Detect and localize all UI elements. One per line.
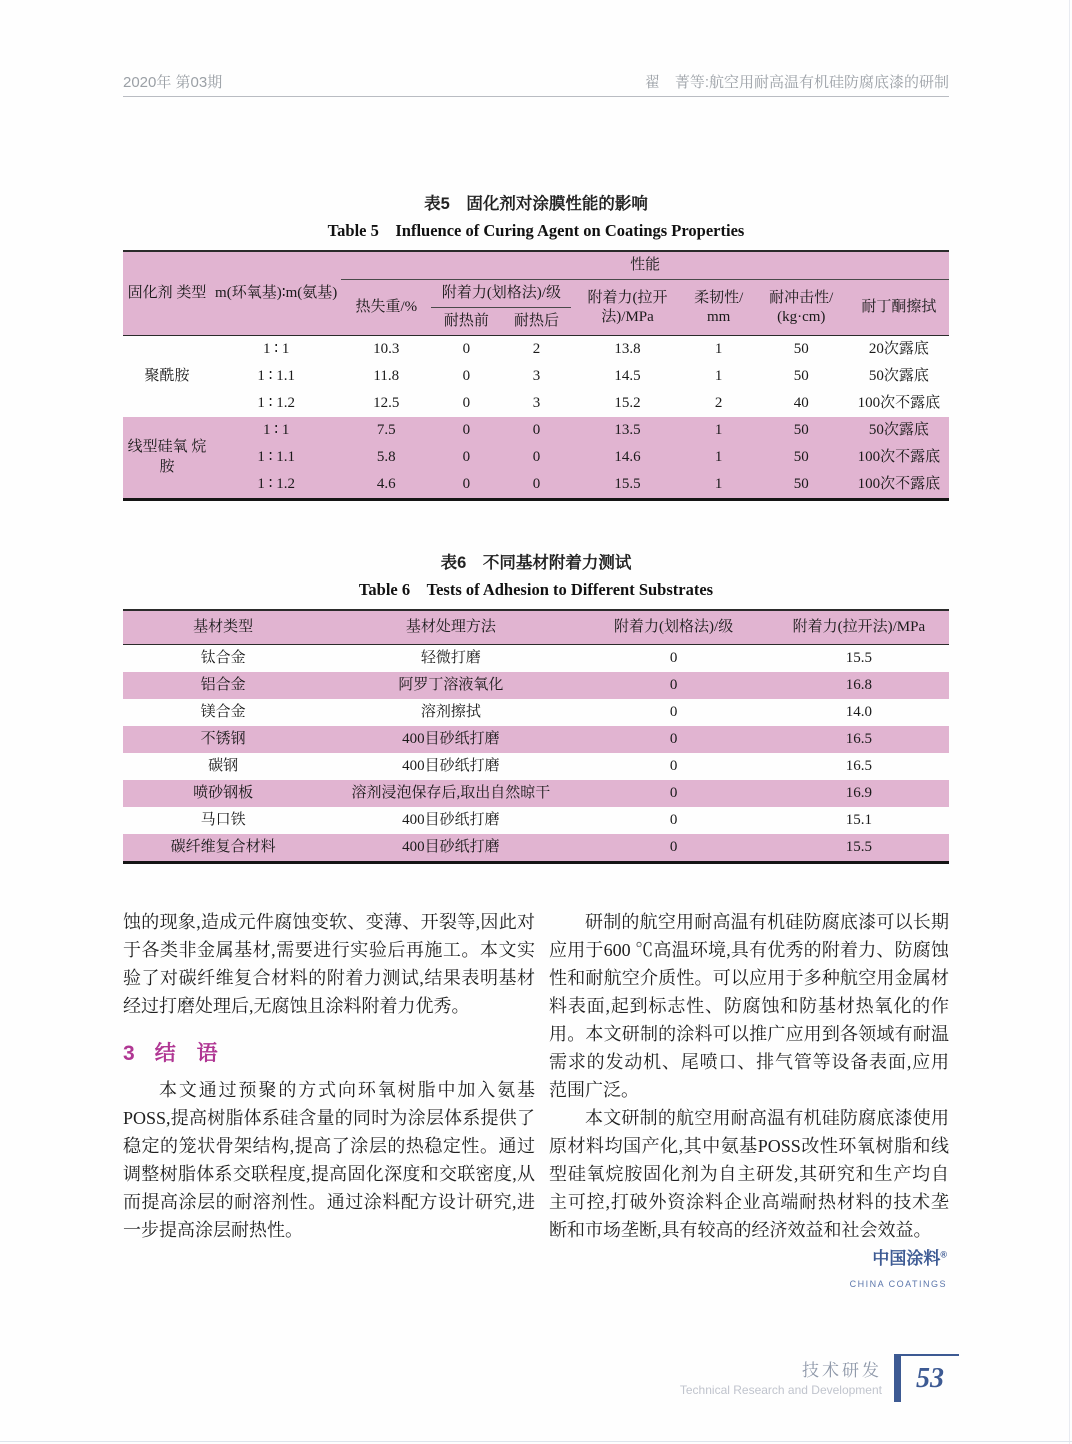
table-cell: 400目砂纸打磨 bbox=[402, 812, 500, 829]
table-cell: 14.5 bbox=[614, 368, 641, 385]
table-cell: 1 ∶ 1.2 bbox=[211, 471, 341, 500]
table-cell: 50 bbox=[754, 471, 849, 500]
column-header: 附着力(拉开法)/MPa bbox=[769, 610, 949, 645]
table-cell: 20次露底 bbox=[868, 341, 929, 358]
table-cell: 碳钢 bbox=[208, 758, 239, 775]
table-cell: 轻微打磨 bbox=[420, 650, 481, 667]
table-cell: 铝合金 bbox=[123, 672, 323, 699]
table-cell: 16.5 bbox=[845, 758, 872, 775]
footer-section-cn: 技术研发 bbox=[802, 1361, 882, 1380]
table-cell: 喷砂钢板 bbox=[123, 780, 323, 807]
table-cell: 100次不露底 bbox=[849, 471, 949, 500]
brand-logo-en: CHINA COATINGS bbox=[849, 1278, 947, 1289]
table-cell: 0 bbox=[579, 780, 769, 807]
table6-head-row bbox=[123, 610, 949, 645]
table-row bbox=[123, 780, 949, 807]
table6-title-en: Table 6 Tests of Adhesion to Different Substrates bbox=[358, 580, 714, 599]
left-column bbox=[123, 908, 535, 1298]
table-cell: 阿罗丁溶液氧化 bbox=[323, 672, 578, 699]
table-cell: 16.8 bbox=[769, 672, 949, 699]
brand-logo bbox=[549, 1250, 949, 1298]
table-cell: 15.5 bbox=[571, 471, 683, 500]
table-row bbox=[123, 807, 949, 834]
table-cell: 镁合金 bbox=[200, 704, 246, 721]
table-row bbox=[123, 390, 949, 417]
footer-section-labels bbox=[680, 1356, 882, 1402]
table-cell: 50次露底 bbox=[868, 368, 929, 385]
table-cell: 1 ∶ 1.2 bbox=[257, 395, 295, 412]
table-cell: 7.5 bbox=[341, 417, 431, 444]
col-epoxy-amine-ratio: m(环氧基)∶m(氨基) bbox=[211, 251, 341, 336]
table-cell: 1 bbox=[714, 368, 723, 385]
registered-mark-icon: ® bbox=[940, 1249, 947, 1260]
table-row bbox=[123, 672, 949, 699]
column-header: 基材类型 bbox=[123, 610, 323, 645]
col-before-heat: 耐热前 bbox=[431, 308, 501, 336]
table-cell: 0 bbox=[669, 758, 678, 775]
table-cell: 50 bbox=[793, 341, 809, 358]
table-cell: 3 bbox=[532, 395, 541, 412]
table-cell: 1 ∶ 1.1 bbox=[211, 444, 341, 471]
section-title: 结 语 bbox=[154, 1042, 218, 1065]
table-cell: 16.5 bbox=[769, 726, 949, 753]
curing-agent-group-label: 线型硅氧 烷胺 bbox=[123, 417, 211, 500]
table-cell: 溶剂浸泡保存后,取出自然晾干 bbox=[323, 780, 578, 807]
table-cell: 2 bbox=[714, 395, 723, 412]
table-row bbox=[123, 417, 949, 444]
table6-body bbox=[123, 645, 949, 863]
table-row bbox=[123, 753, 949, 780]
col-heat-loss: 热失重/% bbox=[341, 280, 431, 336]
table-cell: 1 ∶ 1 bbox=[211, 417, 341, 444]
table-cell: 0 bbox=[669, 650, 678, 667]
column-header: 基材处理方法 bbox=[323, 610, 578, 645]
table5-title-cn: 表5 固化剂对涂膜性能的影响 bbox=[424, 195, 648, 213]
table6 bbox=[123, 609, 949, 864]
footer-section-en: Technical Research and Development bbox=[679, 1383, 882, 1397]
table-row bbox=[123, 363, 949, 390]
table6-section bbox=[123, 549, 949, 864]
table-cell: 15.5 bbox=[769, 834, 949, 863]
table5 bbox=[123, 250, 949, 501]
table-row bbox=[123, 726, 949, 753]
table-cell: 13.8 bbox=[614, 341, 641, 358]
table5-title-en: Table 5 Influence of Curing Agent on Coatings Properties bbox=[327, 221, 745, 240]
table-cell: 1 ∶ 1 bbox=[262, 341, 290, 358]
table-cell: 1 bbox=[714, 341, 723, 358]
table-cell: 0 bbox=[431, 471, 501, 500]
col-adhesion-crosscut: 附着力(划格法)/级 bbox=[431, 280, 571, 308]
table-cell: 碳纤维复合材料 bbox=[123, 834, 323, 863]
col-flexibility: 柔韧性/ mm bbox=[684, 280, 754, 336]
paragraph: 本文研制的航空用耐高温有机硅防腐底漆使用原材料均国产化,其中氨基POSS改性环氧树脂和线型硅氧烷胺固化剂为自主研发,其研究和生产均自主可控,打破外资涂料企业高端耐热材料的技术垄断和市场垄断,具有较高的经济效益和社会效益。 bbox=[549, 1108, 949, 1240]
page-footer bbox=[680, 1354, 959, 1402]
table-cell: 400目砂纸打磨 bbox=[402, 758, 500, 775]
table-cell: 1 bbox=[684, 471, 754, 500]
table-cell: 0 bbox=[501, 471, 571, 500]
column-header: 附着力(划格法)/级 bbox=[579, 610, 769, 645]
table-cell: 1 bbox=[684, 417, 754, 444]
table-row bbox=[123, 471, 949, 500]
table-cell: 0 bbox=[579, 672, 769, 699]
table-cell: 400目砂纸打磨 bbox=[323, 726, 578, 753]
brand-logo-cn bbox=[549, 1250, 947, 1269]
paragraph: 本文通过预聚的方式向环氧树脂中加入氨基POSS,提高树脂体系硅含量的同时为涂层体系提供了稳定的笼状骨架结构,提高了涂层的热稳定性。通过调整树脂体系交联程度,提高固化深度和交联密度,从而提高涂层的耐溶剂性。通过涂料配方设计研究,进一步提高涂层耐热性。 bbox=[123, 1080, 535, 1241]
table-cell: 14.6 bbox=[571, 444, 683, 471]
table-cell: 0 bbox=[462, 341, 471, 358]
table-cell: 0 bbox=[462, 395, 471, 412]
table-row bbox=[123, 645, 949, 673]
col-mek-rub: 耐丁酮擦拭 bbox=[849, 280, 949, 336]
scan-edge-bottom bbox=[0, 1441, 1072, 1442]
right-column bbox=[549, 908, 949, 1298]
scan-edge-right bbox=[1069, 0, 1070, 1444]
table-cell: 14.0 bbox=[845, 704, 872, 721]
table-cell: 2 bbox=[532, 341, 541, 358]
col-after-heat: 耐热后 bbox=[501, 308, 571, 336]
table-row bbox=[123, 699, 949, 726]
table-cell: 0 bbox=[669, 812, 678, 829]
table-cell: 马口铁 bbox=[200, 812, 246, 829]
table-cell: 0 bbox=[501, 444, 571, 471]
col-adhesion-pulloff: 附着力(拉开法)/MPa bbox=[571, 280, 683, 336]
table-row bbox=[123, 834, 949, 863]
table-row bbox=[123, 444, 949, 471]
table-cell: 400目砂纸打磨 bbox=[323, 834, 578, 863]
table5-body bbox=[123, 336, 949, 500]
table6-title-cn: 表6 不同基材附着力测试 bbox=[440, 554, 632, 572]
header-divider bbox=[123, 96, 949, 97]
table-cell: 不锈钢 bbox=[123, 726, 323, 753]
brand-name: 中国涂料 bbox=[872, 1249, 941, 1268]
table-cell: 50 bbox=[793, 368, 809, 385]
table-cell: 12.5 bbox=[373, 395, 400, 412]
table-cell: 100次不露底 bbox=[849, 444, 949, 471]
section-number: 3 bbox=[123, 1042, 135, 1065]
table-cell: 1 ∶ 1.1 bbox=[257, 368, 295, 385]
table-cell: 0 bbox=[431, 444, 501, 471]
col-impact-resistance: 耐冲击性/ (kg·cm) bbox=[754, 280, 849, 336]
running-head bbox=[123, 71, 949, 92]
table-cell: 4.6 bbox=[341, 471, 431, 500]
table-cell: 40 bbox=[793, 395, 809, 412]
table-cell: 溶剂擦拭 bbox=[420, 704, 481, 721]
curing-agent-group-label: 聚酰胺 bbox=[144, 367, 190, 384]
table-cell: 0 bbox=[669, 704, 678, 721]
table5-head-row-1 bbox=[123, 251, 949, 280]
table-cell: 16.9 bbox=[769, 780, 949, 807]
paragraph: 研制的航空用耐高温有机硅防腐底漆可以长期应用于600 ℃高温环境,具有优秀的附着力、防腐蚀性和耐航空介质性。可以应用于多种航空用金属材料表面,起到标志性、防腐蚀和防基材热氧化的作用。本文研制的涂料可以推广应用到各领域有耐温需求的发动机、尾喷口、排气管等设备表面,应用范围广泛。 bbox=[549, 912, 949, 1100]
table-cell: 15.1 bbox=[845, 812, 872, 829]
table-cell: 15.2 bbox=[614, 395, 641, 412]
table-cell: 11.8 bbox=[373, 368, 400, 385]
table-cell: 0 bbox=[579, 726, 769, 753]
col-curing-agent-type: 固化剂 类型 bbox=[123, 251, 211, 336]
table-cell: 50 bbox=[754, 444, 849, 471]
table-cell: 1 bbox=[684, 444, 754, 471]
table-cell: 0 bbox=[431, 417, 501, 444]
table-cell: 13.5 bbox=[571, 417, 683, 444]
table5-section bbox=[123, 190, 949, 501]
table-cell: 10.3 bbox=[373, 341, 400, 358]
page-number-bracket bbox=[894, 1354, 959, 1402]
section-heading bbox=[123, 1041, 535, 1066]
body-text bbox=[123, 908, 949, 1298]
table-cell: 钛合金 bbox=[200, 650, 246, 667]
paragraph: 蚀的现象,造成元件腐蚀变软、变薄、开裂等,因此对于各类非金属基材,需要进行实验后再施工。本文实验了对碳纤维复合材料的附着力测试,结果表明基材经过打磨处理后,无腐蚀且涂料附着力优秀。 bbox=[123, 912, 535, 1016]
table-cell: 0 bbox=[579, 834, 769, 863]
table-cell: 15.5 bbox=[845, 650, 872, 667]
table-cell: 50 bbox=[754, 417, 849, 444]
issue-info: 2020年 第03期 bbox=[123, 74, 223, 91]
table-cell: 50次露底 bbox=[849, 417, 949, 444]
table-cell: 0 bbox=[501, 417, 571, 444]
col-group-performance: 性能 bbox=[341, 251, 949, 280]
page-number: 53 bbox=[916, 1363, 944, 1394]
table-cell: 0 bbox=[462, 368, 471, 385]
table-cell: 100次不露底 bbox=[857, 395, 941, 412]
table-cell: 5.8 bbox=[341, 444, 431, 471]
running-article-title: 翟 菁等:航空用耐高温有机硅防腐底漆的研制 bbox=[644, 74, 949, 91]
table-row bbox=[123, 336, 949, 364]
table-cell: 3 bbox=[532, 368, 541, 385]
